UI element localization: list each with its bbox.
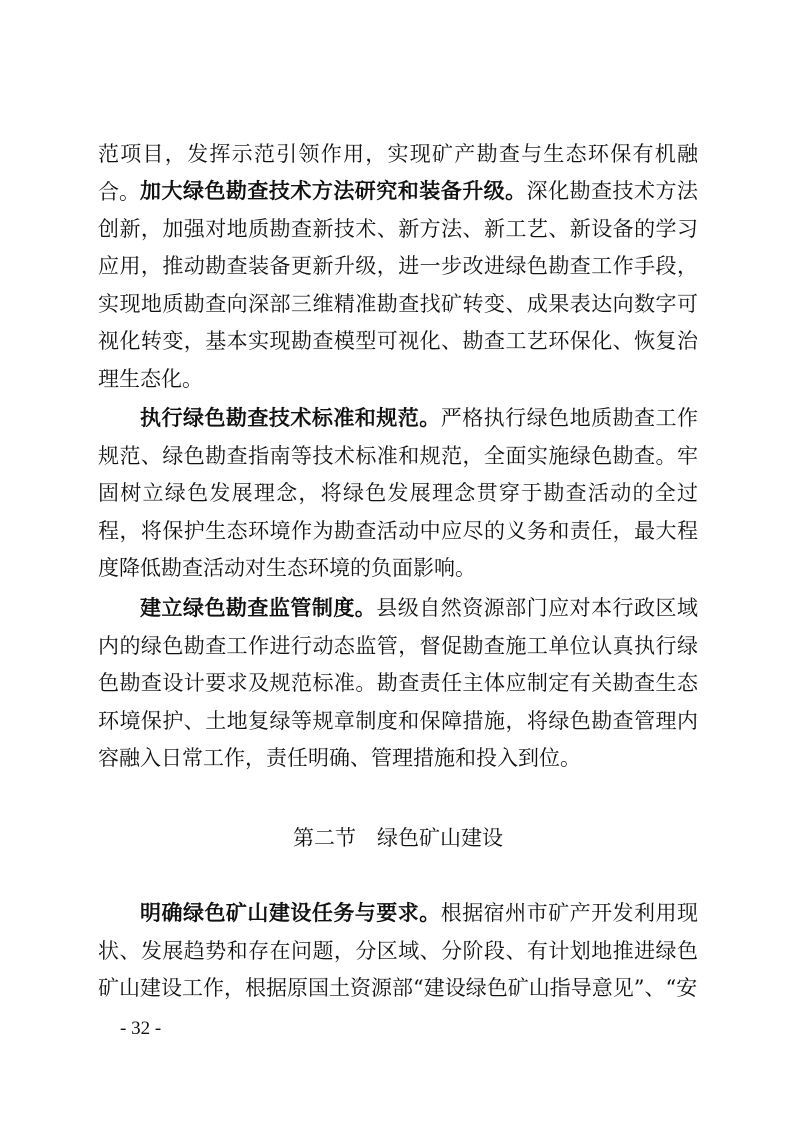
paragraph-lead: 建立绿色勘查监管制度。 [140,596,377,620]
paragraph-body: 县级自然资源部门应对本行政区域内的绿色勘查工作进行动态监管，督促勘查施工单位认真执行绿色勘查设计要求及规范标准。勘查责任主体应制定有关勘查生态环境保护、土地复绿等规章制度和保障措施，将绿色勘查管理内容融入日常工作，责任明确、管理措施和投入到位。 [98,596,698,770]
paragraph-body: 范项目，发挥示范引领作用，实现矿产勘查与生态环保有机融合。 [98,142,698,204]
paragraph-green-standards [98,400,698,588]
paragraph-lead: 执行绿色勘查技术标准和规范。 [140,406,441,430]
paragraph-lead: 加大绿色勘查技术方法研究和装备升级。 [140,179,527,203]
paragraph-lead: 明确绿色矿山建设任务与要求。 [140,901,441,925]
paragraph-green-mine-tasks [98,895,698,1008]
paragraph-body: 严格执行绿色地质勘查工作规范、绿色勘查指南等技术标准和规范，全面实施绿色勘查。牢固树立绿色发展理念，将绿色发展理念贯穿于勘查活动的全过程，将保护生态环境作为勘查活动中应尽的义务和责任，最大程度降低勘查活动对生态环境的负面影响。 [98,406,698,580]
paragraph-green-supervision [98,590,698,778]
section-heading: 第二节 绿色矿山建设 [293,826,503,850]
paragraph-body: 根据宿州市矿产开发利用现状、发展趋势和存在问题，分区域、分阶段、有计划地推进绿色矿山建设工作，根据原国土资源部“建设绿色矿山指导意见”、“安 [98,901,698,1000]
page-number: - 32 - [120,1018,162,1039]
paragraph-green-tech-upgrade [98,173,698,398]
paragraph-body: 深化勘查技术方法创新，加强对地质勘查新技术、新方法、新工艺、新设备的学习应用，推动勘查装备更新升级，进一步改进绿色勘查工作手段，实现地质勘查向深部三维精准勘查找矿转变、成果表达向数字可视化转变，基本实现勘查模型可视化、勘查工艺环保化、恢复治理生态化。 [98,179,698,391]
